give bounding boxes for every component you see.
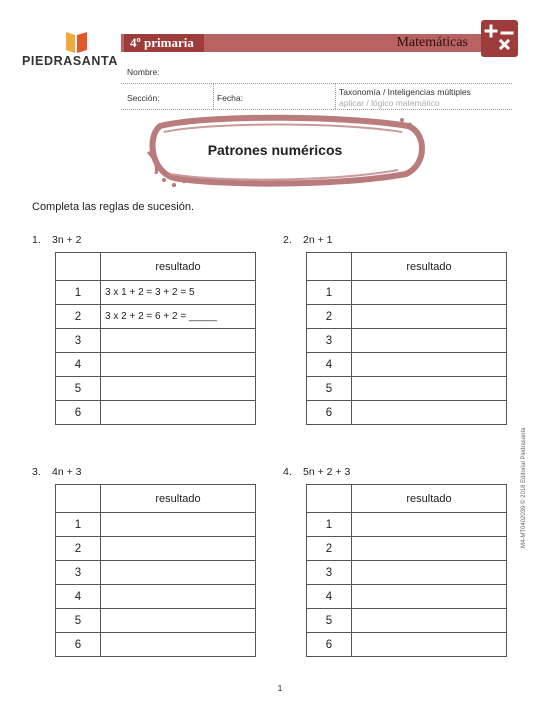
sequence-table [306,484,507,657]
taxonomy-value: aplicar / lógico matemático [339,98,440,108]
sequence-table [55,252,256,425]
exercise-rule: 4n + 3 [52,466,82,478]
table-row [56,401,256,425]
result-cell[interactable] [352,537,507,561]
index-cell: 3 [307,329,352,353]
name-line [121,83,512,84]
table-row [56,281,256,305]
exercise-number: 1. [32,234,41,246]
result-cell[interactable] [352,513,507,537]
table-row [307,561,507,585]
table-corner-cell [56,485,101,513]
result-cell[interactable] [352,585,507,609]
page-title: Patrones numéricos [207,142,343,158]
result-cell[interactable] [352,609,507,633]
table-row [56,609,256,633]
index-cell: 6 [56,633,101,657]
copyright-side-text: M4-MT0402039 © 2018 Editorial Piedrasanta [521,427,527,548]
result-header: resultado [101,485,256,513]
instruction-text: Completa las reglas de sucesión. [32,201,195,213]
index-cell: 1 [307,281,352,305]
result-cell[interactable] [101,353,256,377]
exercise-rule: 2n + 1 [303,234,333,246]
table-row [56,377,256,401]
table-corner-cell [307,253,352,281]
index-cell: 6 [56,401,101,425]
name-label: Nombre: [127,67,160,77]
table-row [56,513,256,537]
index-cell: 3 [307,561,352,585]
exercise-label [32,234,82,246]
index-cell: 3 [56,329,101,353]
table-row [307,633,507,657]
table-row [307,585,507,609]
index-cell: 6 [307,401,352,425]
index-cell: 2 [56,305,101,329]
date-label: Fecha: [217,93,243,103]
table-row [307,329,507,353]
taxonomy-label: Taxonomía / Inteligencias múltiples [339,87,471,97]
table-corner-cell [307,485,352,513]
result-cell[interactable] [101,513,256,537]
sequence-table [55,484,256,657]
table-row [56,353,256,377]
exercise-rule: 5n + 2 + 3 [303,466,351,478]
table-row [307,513,507,537]
result-header: resultado [101,253,256,281]
grade-label: 4º primaria [124,34,204,52]
sequence-table [306,252,507,425]
index-cell: 5 [56,377,101,401]
result-cell[interactable] [101,585,256,609]
result-cell[interactable] [101,537,256,561]
table-header-row [56,485,256,513]
index-cell: 5 [307,377,352,401]
result-cell[interactable] [352,561,507,585]
index-cell: 6 [307,633,352,657]
index-cell: 5 [307,609,352,633]
table-corner-cell [56,253,101,281]
table-row [307,377,507,401]
result-cell[interactable] [101,633,256,657]
index-cell: 4 [56,353,101,377]
section-line [121,109,512,110]
result-cell[interactable]: 3 x 1 + 2 = 3 + 2 = 5 [101,281,256,305]
index-cell: 4 [56,585,101,609]
exercise-label [32,466,82,478]
result-header: resultado [352,253,507,281]
brand-logo-text: PIEDRASANTA [22,54,118,68]
subject-label: Matemáticas [396,35,468,50]
table-row [307,537,507,561]
table-row [307,401,507,425]
table-row [307,609,507,633]
exercise-number: 3. [32,466,41,478]
table-row [56,585,256,609]
index-cell: 4 [307,353,352,377]
index-cell: 1 [307,513,352,537]
index-cell: 2 [307,537,352,561]
table-row [307,353,507,377]
result-cell[interactable] [101,377,256,401]
table-header-row [307,253,507,281]
page-number: 1 [277,683,283,693]
exercise-rule: 3n + 2 [52,234,82,246]
index-cell: 5 [56,609,101,633]
table-row [56,633,256,657]
index-cell: 4 [307,585,352,609]
field-divider [335,84,336,109]
index-cell: 2 [307,305,352,329]
result-cell[interactable] [352,305,507,329]
result-cell[interactable] [352,353,507,377]
result-cell[interactable] [352,633,507,657]
result-cell[interactable] [352,281,507,305]
table-row [56,305,256,329]
exercise-number: 4. [283,466,292,478]
table-row [307,305,507,329]
result-header: resultado [352,485,507,513]
section-label: Sección: [127,93,160,103]
table-header-row [56,253,256,281]
exercise-label [283,234,333,246]
result-cell[interactable] [101,609,256,633]
result-cell[interactable] [101,561,256,585]
field-divider [213,84,214,109]
result-cell[interactable] [352,401,507,425]
index-cell: 1 [56,513,101,537]
math-operations-icon [481,20,518,57]
table-header-row [307,485,507,513]
result-cell[interactable] [101,401,256,425]
index-cell: 2 [56,537,101,561]
result-cell[interactable] [352,329,507,353]
exercise-label [283,466,350,478]
result-cell[interactable]: 3 x 2 + 2 = 6 + 2 = _____ [101,305,256,329]
table-row [307,281,507,305]
result-cell[interactable] [101,329,256,353]
result-cell[interactable] [352,377,507,401]
table-row [56,561,256,585]
exercise-number: 2. [283,234,292,246]
table-row [56,329,256,353]
index-cell: 1 [56,281,101,305]
table-row [56,537,256,561]
index-cell: 3 [56,561,101,585]
logo-book-icon [63,30,91,54]
